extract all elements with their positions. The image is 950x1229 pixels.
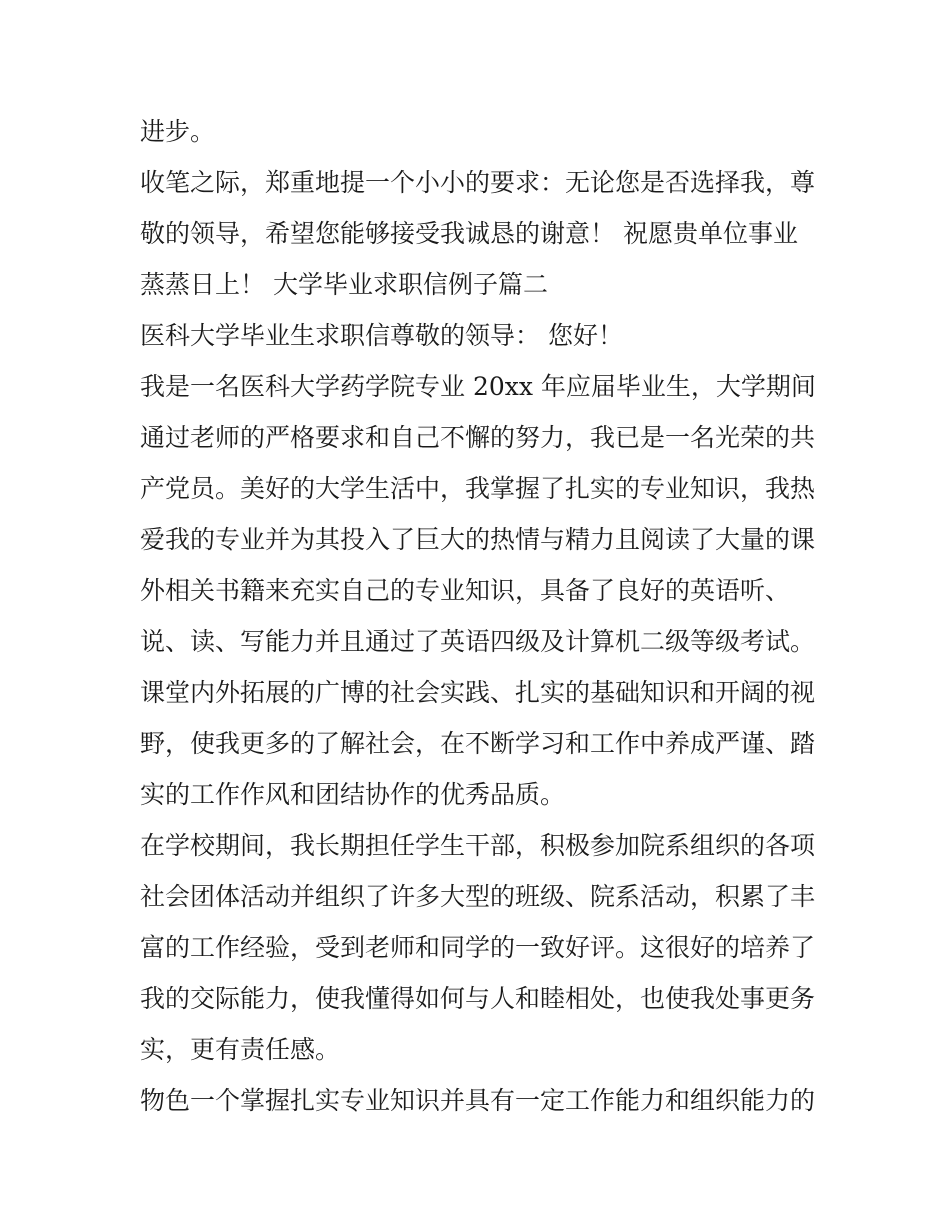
text-line: 我是一名医科大学药学院专业 20xx 年应届毕业生，大学期间 bbox=[140, 372, 816, 401]
text-line: 外相关书籍来充实自己的专业知识，具备了良好的英语听、 bbox=[140, 576, 791, 605]
text-line: 说、读、写能力并且通过了英语四级及计算机二级等级考试。 bbox=[140, 627, 816, 656]
text-line: 敬的领导，希望您能够接受我诚恳的谢意！ 祝愿贵单位事业 bbox=[140, 219, 798, 248]
text-line: 收笔之际，郑重地提一个小小的要求：无论您是否选择我，尊 bbox=[140, 168, 816, 197]
text-line: 实的工作作风和团结协作的优秀品质。 bbox=[140, 780, 566, 809]
text-line: 医科大学毕业生求职信尊敬的领导： 您好！ bbox=[140, 321, 623, 350]
text-line: 蒸蒸日上！ 大学毕业求职信例子篇二 bbox=[140, 270, 548, 299]
text-line: 我的交际能力，使我懂得如何与人和睦相处，也使我处事更务 bbox=[140, 984, 816, 1013]
text-line: 进步。 bbox=[140, 117, 216, 146]
text-line: 物色一个掌握扎实专业知识并具有一定工作能力和组织能力的 bbox=[140, 1086, 816, 1115]
text-line: 产党员。美好的大学生活中，我掌握了扎实的专业知识，我热 bbox=[140, 474, 816, 503]
body-text bbox=[140, 106, 820, 1126]
text-line: 社会团体活动并组织了许多大型的班级、院系活动，积累了丰 bbox=[140, 882, 816, 911]
text-line: 实，更有责任感。 bbox=[140, 1035, 341, 1064]
text-line: 野，使我更多的了解社会，在不断学习和工作中养成严谨、踏 bbox=[140, 729, 816, 758]
text-line: 富的工作经验，受到老师和同学的一致好评。这很好的培养了 bbox=[140, 933, 816, 962]
text-line: 课堂内外拓展的广博的社会实践、扎实的基础知识和开阔的视 bbox=[140, 678, 816, 707]
text-line: 爱我的专业并为其投入了巨大的热情与精力且阅读了大量的课 bbox=[140, 525, 816, 554]
text-line: 通过老师的严格要求和自己不懈的努力，我已是一名光荣的共 bbox=[140, 423, 816, 452]
text-line: 在学校期间，我长期担任学生干部，积极参加院系组织的各项 bbox=[140, 831, 816, 860]
